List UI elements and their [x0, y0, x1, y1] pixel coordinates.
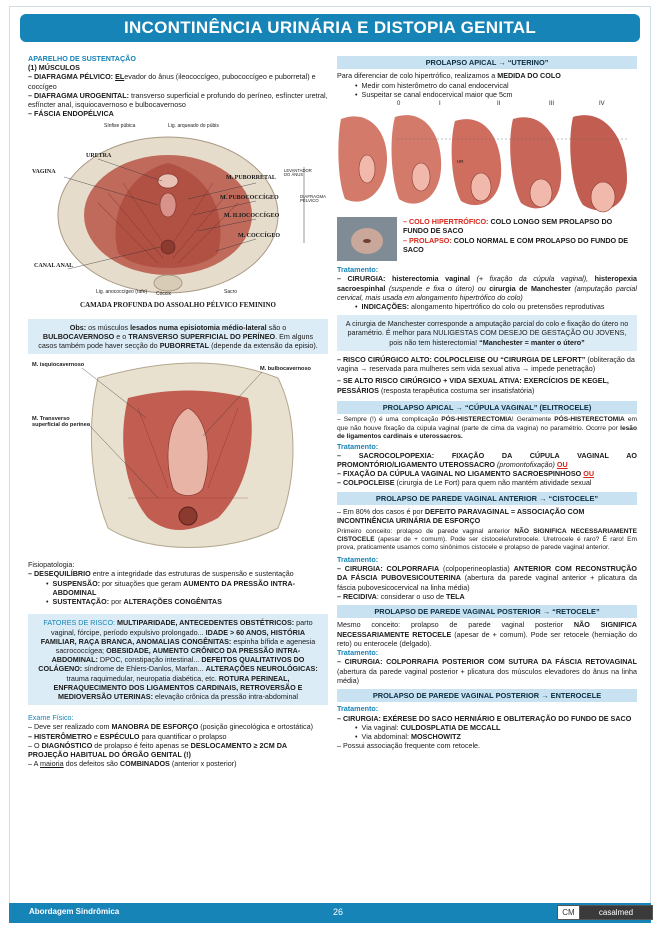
fisio-item-suspensao: • SUSPENSÃO: por situações que geram AUMENTO DA PRESSÃO INTRA-ABDOMINAL: [46, 578, 295, 597]
entero-cirurgia: – CIRURGIA: EXÉRESE DO SACO HERNIÁRIO E OBLITERAÇÃO DO FUNDO DE SACO: [337, 713, 632, 723]
colo-photo: [337, 217, 397, 261]
label-sinfise: Sínfise púbica: [104, 122, 136, 129]
section-enterocele: PROLAPSO DE PAREDE VAGINAL POSTERIOR → ENTEROCELE: [337, 689, 637, 702]
diafragma-urogenital: – DIAFRAGMA UROGENITAL: transverso superficial e profundo do períneo, esfíncter uretral, esfíncter anal, isquiocavernoso e bulbocavernoso: [28, 90, 328, 110]
obs-note: Obs: os músculos lesados numa episiotomia médio-lateral são o BULBOCAVERNOSO e o TRANSVERSO SUPERFICIAL DO PERÍNEO. Em alguns casos também pode haver secção do PUBORRETAL (depende da extensão da episio).: [28, 319, 328, 355]
apical-bullet-2: • Suspeitar se canal endocervical maior que 5cm: [355, 89, 513, 99]
fatores-run: trauma raquimedular, neuropatia diabética, etc.: [66, 673, 219, 683]
anterior-1: – Em 80% dos casos é por DEFEITO PARAVAGINAL = ASSOCIAÇÃO COM INCONTINÊNCIA URINÁRIA DE ESFORÇO: [337, 507, 585, 526]
label-diafragma: DIAFRAGMA PÉLVICO: [300, 193, 326, 204]
stage-0: 0: [397, 101, 401, 108]
apical-intro: Para diferenciar de colo hipertrófico, realizamos a MEDIDA DO COLO: [337, 71, 561, 81]
label-pubococcigeo: M. PUBOCOCCÍGEO: [220, 194, 279, 201]
risco-alto: – RISCO CIRÚRGICO ALTO: COLPOCLEISE OU “CIRURGIA DE LEFORT” (obliteração da vagina → reservada para mulheres sem vida sexual ativa → impede penetração): [337, 354, 635, 374]
stage-1: I: [439, 101, 441, 108]
fisio-title: Fisiopatologia:: [28, 560, 75, 570]
pelvic-floor-figure: [28, 123, 328, 313]
fatores-run: MULTIPARIDADE, ANTECEDENTES OBSTÉTRICOS:: [115, 618, 295, 628]
label-bulbocavernoso: M. bulbocavernoso: [260, 366, 311, 373]
exame-4: – A maioria dos defeitos são COMBINADOS (anterior x posterior): [28, 759, 237, 769]
figure-caption: CAMADA PROFUNDA DO ASSOALHO PÉLVICO FEMININO: [80, 300, 276, 309]
fisio-desequilibrio: – DESEQUILÍBRIO entre a integridade das estruturas de suspensão e sustentação: [28, 569, 294, 579]
prolapse-stages-figure: [337, 99, 637, 217]
anterior-cirurgia: – CIRURGIA: COLPORRAFIA (colpoperineoplastia) ANTERIOR COM RECONSTRUÇÃO DA FÁSCIA PUBOVESICOUTERINA (abertura da parede vaginal anterior + plicatura da fáscia pubovesicocervical na linha média): [337, 564, 637, 592]
fatores-run: ROTURA PERINEAL, ENFRAQUECIMENTO DOS LIGAMENTOS CARDINAIS, RETROVERSÃO E MEDIOVERSÃO UTERINAS:: [53, 673, 303, 702]
fatores-run: espinha bífida e agenesia sacrococcígea;: [55, 636, 316, 655]
cirurgia-apical: – CIRURGIA: histerectomia vaginal (+ fixação da cúpula vaginal), histeropexia sacroespinhal (suspende e fixa o útero) ou cirurgia de Manchester (amputação parcial cervical, mais usada em alongamento hipertrófico do colo): [337, 274, 637, 302]
cupula-t3: – COLPOCLEISE (cirurgia de Le Fort) para quem não mantém atividade sexual: [337, 478, 592, 488]
posterior-1: Mesmo conceito: prolapso de parede vaginal posterior NÃO SIGNIFICA NECESSARIAMENTE RETOCELE (apesar de + comum). Pode ser retocele (herniação do reto) ou enterocele (delgado).: [337, 620, 638, 648]
page-title: INCONTINÊNCIA URINÁRIA E DISTOPIA GENITAL: [20, 14, 640, 42]
label-canal-anal: CANAL ANAL: [34, 262, 74, 269]
fatores-run: IDADE > 60 ANOS, HISTÓRIA FAMILIAR, RAÇA BRANCA, ANOMALIAS CONGÊNITAS:: [40, 627, 306, 646]
section-cupula: PROLAPSO APICAL → “CÚPULA VAGINAL” (ELITROCELE): [337, 401, 637, 414]
label-coccigeo: M. COCCÍGEO: [238, 232, 280, 239]
posterior-cirurgia: – CIRURGIA: COLPORRAFIA POSTERIOR COM SUTURA DA FÁSCIA RETOVAGINAL (abertura da parede vaginal posterior + plicatura dos músculos elevadores do ânus na linha média): [337, 657, 637, 685]
manchester-note: A cirurgia de Manchester corresponde a amputação parcial do colo e fixação do útero no paramétrio. É melhor para NULIGESTAS COM DESEJO DE GESTAÇÃO OU JOVENS, pois não tem histerectomia! “Manchester = manter o útero”: [337, 315, 637, 351]
stage-4: IV: [599, 101, 605, 108]
entero-final: – Possui associação frequente com retocele.: [337, 741, 481, 751]
fatores-run: parto vaginal, fórcipe, período expulsivo prolongado...: [50, 618, 313, 637]
fascia-endopelvica: – FÁSCIA ENDOPÉLVICA: [28, 109, 114, 119]
fisio-item-sustentacao: • SUSTENTAÇÃO: por ALTERAÇÕES CONGÊNITAS: [46, 597, 222, 607]
risco-baixo: – SE ALTO RISCO CIRÚRGICO + VIDA SEXUAL ATIVA: EXERCÍCIOS DE KEGEL, PESSÁRIOS (resposta terapêutica costuma ser insatisfatória): [337, 376, 609, 395]
entero-via-vaginal: • Via vaginal: CULDOSPLATIA DE MCCALL: [355, 722, 501, 732]
apical-bullet-1: • Medir com histerômetro do canal endocervical: [355, 80, 509, 90]
trat-cupula-label: Tratamento:: [337, 441, 379, 451]
diafragma-pelvico: – DIAFRAGMA PÉLVICO: ELevador do ânus (ileococcígeo, pubococcígeo e puborretal) e coccígeo: [28, 72, 316, 91]
fatores-run: OBESIDADE, AUMENTO CRÔNICO DA PRESSÃO INTRA-ABDOMINAL:: [51, 645, 301, 665]
perineum-figure: [28, 358, 328, 554]
stage-3: III: [549, 101, 555, 108]
cupula-t1: – SACROCOLPOPEXIA: FIXAÇÃO DA CÚPULA VAGINAL AO PROMONTÓRIO/LIGAMENTO UTEROSSACRO (promontofixação) OU: [337, 450, 637, 469]
label-levantador: LEVANTADOR DO ÂNUS: [284, 167, 312, 178]
trat-anterior-label: Tratamento:: [337, 554, 379, 564]
brand-name: casalmed: [580, 906, 652, 919]
label-lig-arqueado: Lig. arqueado do púbis: [168, 122, 219, 129]
perineum-illustration: [28, 358, 328, 554]
section-posterior: PROLAPSO DE PAREDE VAGINAL POSTERIOR → “RETOCELE”: [337, 605, 637, 618]
left-column: [28, 54, 328, 769]
label-uretra: URETRA: [86, 152, 112, 159]
label-transverso: M. Transverso superficial do períneo: [32, 416, 91, 429]
cupula-text: – Sempre (!) é uma complicação PÓS-HISTERECTOMIA! Geralmente PÓS-HISTERECTOMIA em que não houve fixação da cúpula vaginal (parte de cima da vagina) no paramétrio. Ocorre por lesão de ligamentos cardinais e uterossacros.: [337, 416, 637, 441]
trat-apical-label: Tratamento:: [337, 265, 379, 275]
prolapse-stages-illustration: [337, 99, 637, 217]
label-puborretal: M. PUBORRETAL: [226, 174, 276, 181]
pelvic-floor-illustration: [28, 123, 328, 299]
hr-label: HR: [457, 159, 464, 165]
prolapso-def: – PROLAPSO: COLO NORMAL E COM PROLAPSO DO FUNDO DE SACO: [403, 235, 629, 254]
trat-entero-label: Tratamento:: [337, 704, 379, 714]
colo-hipertrofico: – COLO HIPERTRÓFICO: COLO LONGO SEM PROLAPSO DO FUNDO DE SACO: [403, 217, 613, 236]
stage-2: II: [497, 101, 501, 108]
page-number: 26: [333, 907, 344, 917]
indicacoes: • INDICAÇÕES: alongamento hipertrófico do colo ou pretensões reprodutivas: [355, 302, 605, 311]
label-coccix: Cóccix: [156, 290, 172, 297]
anterior-2: Primeiro conceito: prolapso de parede vaginal anterior NÃO SIGNIFICA NECESSARIAMENTE CISTOCELE (apesar de + comum). Pode ser cistocele/uretrocele. Uretrocele é raro? É raro! Em prova, praticamente usamos como sinônimos cistocele e prolapso de parede vaginal anterior.: [337, 527, 637, 552]
brand-cm: CM: [558, 906, 580, 919]
exame-2: – HISTERÔMETRO e ESPÉCULO para quantificar o prolapso: [28, 731, 227, 741]
fatores-note: FATORES DE RISCO: MULTIPARIDADE, ANTECEDENTES OBSTÉTRICOS: parto vaginal, fórcipe, período expulsivo prolongado... IDADE > 60 ANOS, HISTÓRIA FAMILIAR, RAÇA BRANCA, ANOMALIAS CONGÊNITAS: espinha bífida e agenesia sacrococcígea; OBESIDADE, AUMENTO CRÔNICO DA PRESSÃO INTRA-ABDOMINAL: DPOC, constipação intestinal... DEFEITOS QUALITATIVOS DO COLÁGENO: síndrome de Ehlers-Danlos, Marfan... ALTERAÇÕES NEUROLÓGICAS: trauma raquimedular, neuropatia diabética, etc. ROTURA PERINEAL, ENFRAQUECIMENTO DOS LIGAMENTOS CARDINAIS, RETROVERSÃO E MEDIOVERSÃO UTERINAS: elevação crônica da pressão intra-abdominal: [28, 614, 328, 705]
exame-1: – Deve ser realizado com MANOBRA DE ESFORÇO (posição ginecológica e ortostática): [28, 722, 313, 732]
anterior-recidiva: – RECIDIVA: considerar o uso de TELA: [337, 591, 465, 601]
entero-via-abdominal: • Via abdominal: MOSCHOWITZ: [355, 732, 461, 742]
cupula-t2: – FIXAÇÃO DA CÚPULA VAGINAL NO LIGAMENTO SACROESPINHOSO OU: [337, 469, 595, 479]
fatores-run: elevação crônica da pressão intra-abdominal: [153, 692, 299, 702]
label-sacro: Sacro: [224, 288, 238, 295]
brand-logo: [557, 905, 653, 920]
exame-title: Exame Físico:: [28, 713, 74, 723]
label-vagina: VAGINA: [32, 168, 56, 175]
label-lig-anococcigeo: Lig. anococcígeo (rafe): [96, 288, 148, 295]
label-iliococcigeo: M. ILIOCOCCÍGEO: [224, 212, 280, 219]
aparelho-title: APARELHO DE SUSTENTAÇÃO: [28, 54, 136, 63]
right-column: [337, 54, 637, 751]
trat-posterior-label: Tratamento:: [337, 648, 379, 658]
section-anterior: PROLAPSO DE PAREDE VAGINAL ANTERIOR → “CISTOCELE”: [337, 492, 637, 505]
fatores-run: síndrome de Ehlers-Danlos, Marfan...: [82, 664, 206, 674]
musculos-title: (1) MÚSCULOS: [28, 63, 80, 73]
fatores-run: DEFEITOS QUALITATIVOS DO COLÁGENO:: [38, 655, 305, 674]
label-isquiocavernoso: M. isquiocavernoso: [32, 362, 85, 369]
exame-3: – O DIAGNÓSTICO de prolapso é feito apenas se DESLOCAMENTO ≥ 2CM DA PROJEÇÃO HABITUAL DO ÓRGÃO GENITAL (!): [28, 740, 287, 760]
footer-section: Abordagem Sindrômica: [29, 907, 120, 916]
fatores-run: DPOC, constipação intestinal...: [97, 655, 202, 665]
section-apical: PROLAPSO APICAL → “UTERINO”: [337, 56, 637, 69]
colo-block: [337, 217, 637, 261]
fatores-run: ALTERAÇÕES NEUROLÓGICAS:: [205, 664, 318, 674]
footer: [9, 903, 651, 923]
